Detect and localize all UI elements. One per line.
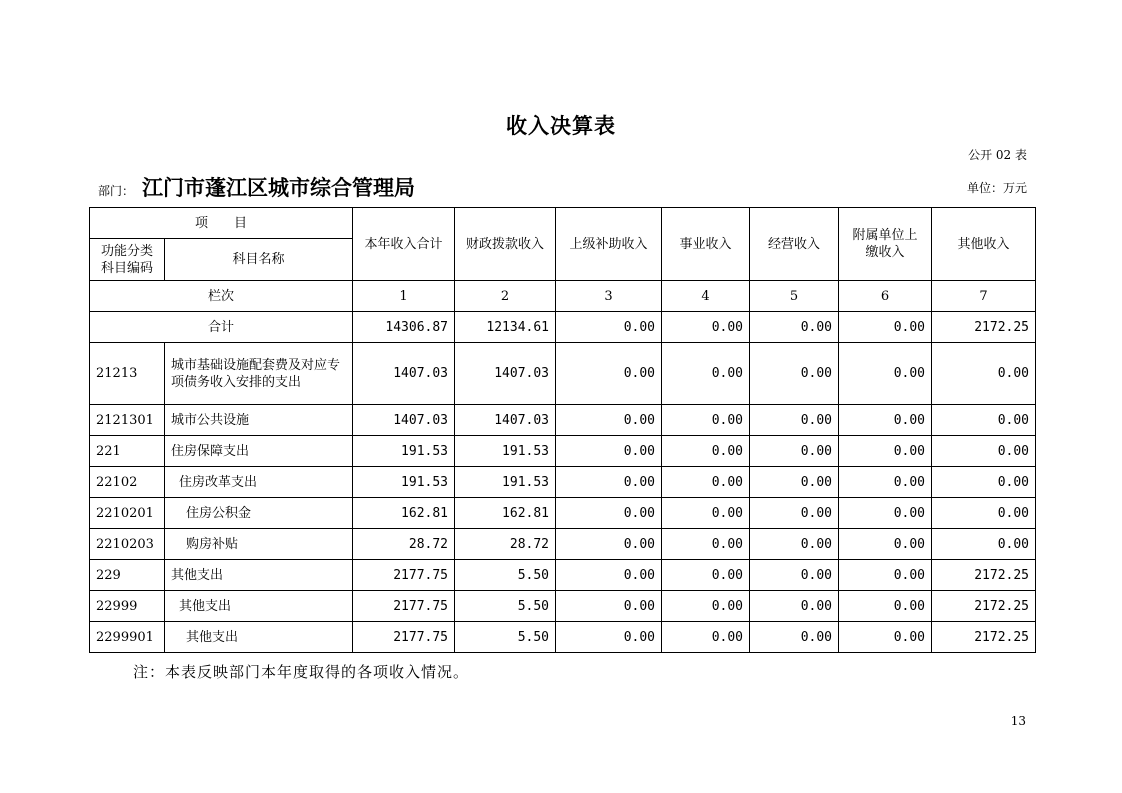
row-value: 2177.75 [353, 622, 455, 653]
row-value: 0.00 [556, 405, 662, 436]
page-title: 收入决算表 [506, 113, 616, 138]
row-value: 0.00 [839, 498, 932, 529]
row-code: 2210201 [90, 498, 165, 529]
row-value: 0.00 [662, 436, 750, 467]
row-value: 0.00 [932, 467, 1036, 498]
column-number: 7 [932, 281, 1036, 312]
row-value: 0.00 [662, 529, 750, 560]
row-value: 0.00 [750, 467, 839, 498]
total-value: 0.00 [750, 312, 839, 343]
row-code: 221 [90, 436, 165, 467]
row-value: 2172.25 [932, 560, 1036, 591]
row-value: 0.00 [662, 591, 750, 622]
table-row [90, 622, 1036, 653]
row-value: 0.00 [932, 436, 1036, 467]
row-value: 0.00 [839, 467, 932, 498]
subject-name-header: 科目名称 [165, 239, 353, 281]
table-row [90, 498, 1036, 529]
row-name: 住房公积金 [165, 498, 353, 529]
total-value: 0.00 [839, 312, 932, 343]
row-value: 0.00 [750, 343, 839, 405]
table-row [90, 560, 1036, 591]
total-value: 2172.25 [932, 312, 1036, 343]
row-name: 住房保障支出 [165, 436, 353, 467]
row-name: 其他支出 [165, 560, 353, 591]
table-row [90, 405, 1036, 436]
row-code: 2299901 [90, 622, 165, 653]
row-value: 2172.25 [932, 591, 1036, 622]
row-value: 2177.75 [353, 591, 455, 622]
row-value: 5.50 [455, 622, 556, 653]
row-name: 城市公共设施 [165, 405, 353, 436]
row-value: 0.00 [750, 405, 839, 436]
row-value: 0.00 [556, 529, 662, 560]
column-header: 本年收入合计 [353, 208, 455, 281]
column-header: 上级补助收入 [556, 208, 662, 281]
row-value: 1407.03 [455, 405, 556, 436]
row-value: 0.00 [839, 436, 932, 467]
row-value: 0.00 [750, 560, 839, 591]
row-value: 28.72 [455, 529, 556, 560]
row-value: 1407.03 [455, 343, 556, 405]
row-name: 住房改革支出 [165, 467, 353, 498]
total-value: 0.00 [662, 312, 750, 343]
column-header: 其他收入 [932, 208, 1036, 281]
row-value: 191.53 [353, 436, 455, 467]
row-value: 0.00 [556, 467, 662, 498]
row-value: 0.00 [556, 622, 662, 653]
department-line [98, 172, 415, 202]
row-name: 城市基础设施配套费及对应专项债务收入安排的支出 [165, 343, 353, 405]
row-value: 0.00 [839, 343, 932, 405]
row-value: 0.00 [750, 498, 839, 529]
row-value: 162.81 [455, 498, 556, 529]
row-value: 0.00 [839, 591, 932, 622]
column-header: 财政拨款收入 [455, 208, 556, 281]
table-row [90, 343, 1036, 405]
header-row-1 [90, 208, 1036, 239]
item-group-header: 项 目 [90, 208, 353, 239]
row-value: 0.00 [932, 498, 1036, 529]
row-value: 0.00 [556, 436, 662, 467]
row-value: 0.00 [750, 436, 839, 467]
row-value: 0.00 [662, 467, 750, 498]
row-code: 22999 [90, 591, 165, 622]
column-number: 1 [353, 281, 455, 312]
form-code: 公开 02 表 [968, 148, 1027, 162]
row-name: 购房补贴 [165, 529, 353, 560]
page-number: 13 [1010, 714, 1026, 728]
row-name: 其他支出 [165, 622, 353, 653]
row-value: 5.50 [455, 560, 556, 591]
row-value: 2177.75 [353, 560, 455, 591]
row-value: 0.00 [662, 622, 750, 653]
row-value: 0.00 [839, 560, 932, 591]
row-value: 0.00 [662, 343, 750, 405]
row-value: 162.81 [353, 498, 455, 529]
column-number-label: 栏次 [90, 281, 353, 312]
row-value: 2172.25 [932, 622, 1036, 653]
table-note: 注：本表反映部门本年度取得的各项收入情况。 [133, 663, 470, 681]
row-value: 0.00 [839, 622, 932, 653]
department-label: 部门： [98, 184, 135, 198]
row-code: 21213 [90, 343, 165, 405]
column-header: 事业收入 [662, 208, 750, 281]
table-row [90, 591, 1036, 622]
row-value: 0.00 [932, 343, 1036, 405]
row-value: 0.00 [932, 529, 1036, 560]
total-value: 0.00 [556, 312, 662, 343]
department-name: 江门市蓬江区城市综合管理局 [142, 176, 416, 200]
row-value: 0.00 [932, 405, 1036, 436]
row-value: 191.53 [353, 467, 455, 498]
total-value: 14306.87 [353, 312, 455, 343]
row-value: 0.00 [839, 405, 932, 436]
unit-label: 单位：万元 [966, 181, 1027, 195]
column-number: 3 [556, 281, 662, 312]
row-value: 1407.03 [353, 343, 455, 405]
income-table [89, 207, 1036, 653]
column-number: 2 [455, 281, 556, 312]
row-value: 1407.03 [353, 405, 455, 436]
row-code: 22102 [90, 467, 165, 498]
column-number: 4 [662, 281, 750, 312]
row-value: 191.53 [455, 436, 556, 467]
row-code: 2210203 [90, 529, 165, 560]
row-value: 0.00 [556, 560, 662, 591]
row-value: 0.00 [662, 405, 750, 436]
func-code-header: 功能分类 科目编码 [90, 239, 165, 281]
total-value: 12134.61 [455, 312, 556, 343]
row-value: 0.00 [556, 343, 662, 405]
row-value: 0.00 [839, 529, 932, 560]
column-number: 6 [839, 281, 932, 312]
table-row [90, 467, 1036, 498]
row-code: 2121301 [90, 405, 165, 436]
table-row [90, 529, 1036, 560]
row-value: 28.72 [353, 529, 455, 560]
row-value: 0.00 [662, 560, 750, 591]
row-value: 0.00 [556, 591, 662, 622]
row-value: 0.00 [750, 622, 839, 653]
row-value: 0.00 [750, 529, 839, 560]
row-name: 其他支出 [165, 591, 353, 622]
row-value: 0.00 [750, 591, 839, 622]
total-row [90, 312, 1036, 343]
column-number: 5 [750, 281, 839, 312]
row-value: 5.50 [455, 591, 556, 622]
total-label: 合计 [90, 312, 353, 343]
row-code: 229 [90, 560, 165, 591]
row-value: 0.00 [556, 498, 662, 529]
table-row [90, 436, 1036, 467]
row-value: 191.53 [455, 467, 556, 498]
column-header: 经营收入 [750, 208, 839, 281]
column-header: 附属单位上 缴收入 [839, 208, 932, 281]
column-number-row [90, 281, 1036, 312]
row-value: 0.00 [662, 498, 750, 529]
